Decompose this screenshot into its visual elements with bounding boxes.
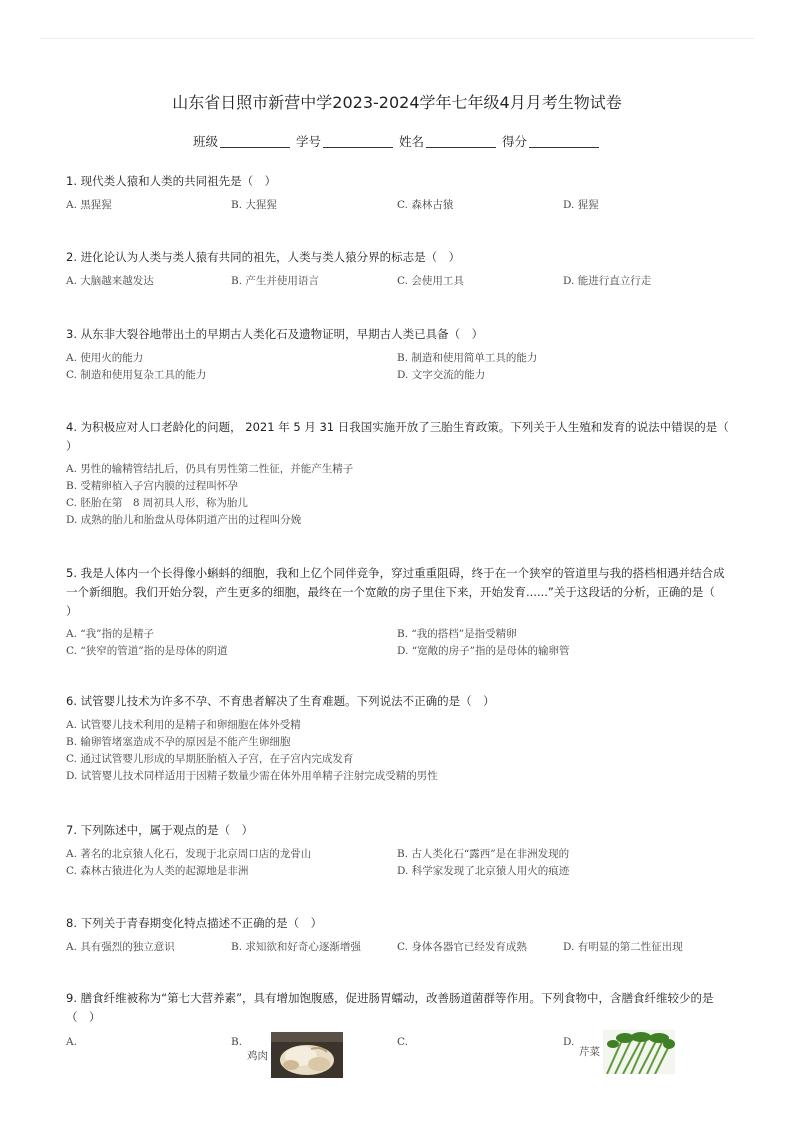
option-letter: D. <box>563 1036 575 1048</box>
option-d[interactable]: D. 有明显的第二性征出现 <box>563 941 683 953</box>
option-c[interactable]: C. 胚胎在第 8 周初具人形，称为胎儿 <box>66 497 248 509</box>
options <box>66 717 736 787</box>
question-1 <box>66 172 736 215</box>
top-divider <box>40 38 754 39</box>
option-c[interactable]: C. 森林古猿进化为人类的起源地是非洲 <box>66 865 249 877</box>
option-a[interactable]: A. 使用火的能力 <box>66 352 144 364</box>
options <box>66 461 736 531</box>
option-b[interactable]: B. 输卵管堵塞造成不孕的原因是不能产生卵细胞 <box>66 736 291 748</box>
options <box>66 350 736 386</box>
question-4 <box>66 418 736 531</box>
question-7 <box>66 821 736 882</box>
option-b[interactable]: B. “我的搭档”是指受精卵 <box>397 628 517 640</box>
question-stem: 6. 试管婴儿技术为许多不孕、不育患者解决了生育难题。下列说法不正确的是（ ） <box>66 694 495 708</box>
option-d[interactable]: D. “宽敞的房子”指的是母体的输卵管 <box>397 645 570 657</box>
id-label: 学号 <box>295 134 321 149</box>
question-9 <box>66 989 736 1078</box>
question-stem-line-3: ） <box>66 604 78 618</box>
option-b[interactable]: B. 产生并使用语言 <box>231 275 319 287</box>
page-title: 山东省日照市新营中学2023-2024学年七年级4月月考生物试卷 <box>172 93 622 112</box>
question-stem-line-1: 9. 膳食纤维被称为“第七大营养素”，具有增加饱腹感，促进肠胃蠕动，改善肠道菌群等作用。下列食物中，含膳食纤维较少的是 <box>66 991 714 1005</box>
option-a[interactable]: A. 男性的输精管结扎后，仍具有男性第二性征，并能产生精子 <box>66 463 354 475</box>
option-c[interactable]: C. “狭窄的管道”指的是母体的阴道 <box>66 645 228 657</box>
option-a[interactable]: A. 大脑越来越发达 <box>66 275 154 287</box>
score-blank[interactable] <box>529 135 599 148</box>
option-c[interactable]: C. 森林古猿 <box>397 199 454 211</box>
option-c[interactable]: C. 通过试管婴儿形成的早期胚胎植入子宫，在子宫内完成发育 <box>66 753 354 765</box>
question-stem-line-1: 4. 为积极应对人口老龄化的问题， 2021 年 5 月 31 日我国实施开放了三胎生育政策。下列关于人生殖和发育的说法中错误的是（ <box>66 420 729 434</box>
id-blank[interactable] <box>323 135 393 148</box>
option-b[interactable]: B. 大猩猩 <box>231 199 277 211</box>
question-stem-line-1: 5. 我是人体内一个长得像小蝌蚪的细胞，我和上亿个同伴竞争，穿过重重阻碍，终于在一个狭窄的管道里与我的搭档相遇并结合成 <box>66 566 725 580</box>
question-8 <box>66 914 736 957</box>
options <box>66 273 736 291</box>
chicken-image <box>271 1032 343 1078</box>
question-stem: 3. 从东非大裂谷地带出土的早期古人类化石及遗物证明，早期古人类已具备（ ） <box>66 327 484 341</box>
option-c[interactable]: C. 会使用工具 <box>397 275 464 287</box>
option-a[interactable]: A. 试管婴儿技术利用的是精子和卵细胞在体外受精 <box>66 719 301 731</box>
option-d[interactable]: D. 能进行直立行走 <box>563 275 652 287</box>
question-stem-line-2: （ ） <box>66 1010 101 1024</box>
option-a[interactable]: A. 著名的北京猿人化石，发现于北京周口店的龙骨山 <box>66 848 312 860</box>
option-d[interactable]: D. 猩猩 <box>563 199 599 211</box>
options <box>66 197 736 215</box>
option-d[interactable]: D. 试管婴儿技术同样适用于因精子数量少需在体外用单精子注射完成受精的男性 <box>66 770 438 782</box>
question-stem: 1. 现代类人猿和人类的共同祖先是（ ） <box>66 174 277 188</box>
option-d[interactable]: D. 文字交流的能力 <box>397 369 486 381</box>
option-letter: B. <box>231 1036 243 1048</box>
option-d[interactable]: D. 成熟的胎儿和胎盘从母体阴道产出的过程叫分娩 <box>66 514 302 526</box>
question-stem: 7. 下列陈述中，属于观点的是（ ） <box>66 823 254 837</box>
class-blank[interactable] <box>220 135 290 148</box>
name-blank[interactable] <box>426 135 496 148</box>
question-stem-line-2: ） <box>66 439 78 453</box>
score-label: 得分 <box>501 134 527 149</box>
option-letter: A. <box>66 1036 77 1048</box>
options <box>66 626 736 662</box>
option-d[interactable]: D. 科学家发现了北京猿人用火的痕迹 <box>397 865 570 877</box>
question-stem-line-2: 一个新细胞。我们开始分裂，产生更多的细胞，最终在一个宽敞的房子里住下来，开始发育......”关于这段话的分析，正确的是（ <box>66 585 715 599</box>
celery-image <box>603 1030 675 1074</box>
question-2 <box>66 248 736 291</box>
question-5 <box>66 564 736 662</box>
name-label: 姓名 <box>398 134 424 149</box>
option-b[interactable]: B. 制造和使用简单工具的能力 <box>397 352 538 364</box>
option-c[interactable]: C. 制造和使用复杂工具的能力 <box>66 369 207 381</box>
option-image-label: 芹菜 <box>579 1046 600 1058</box>
question-3 <box>66 325 736 386</box>
options <box>66 846 736 882</box>
option-a[interactable]: A. 黑猩猩 <box>66 199 112 211</box>
option-b[interactable]: B. 古人类化石“露西”是在非洲发现的 <box>397 848 570 860</box>
option-image-label: 鸡肉 <box>247 1050 268 1062</box>
options <box>66 1032 736 1078</box>
option-a[interactable]: A. “我”指的是精子 <box>66 628 154 640</box>
question-stem: 2. 进化论认为人类与类人猿有共同的祖先，人类与类人猿分界的标志是（ ） <box>66 250 461 264</box>
option-b[interactable]: B. 受精卵植入子宫内膜的过程叫怀孕 <box>66 480 238 492</box>
option-c[interactable]: C. 身体各器官已经发育成熟 <box>397 941 527 953</box>
option-a[interactable]: A. 具有强烈的独立意识 <box>66 941 175 953</box>
class-label: 班级 <box>192 134 218 149</box>
question-6 <box>66 692 736 787</box>
question-stem: 8. 下列关于青春期变化特点描述不正确的是（ ） <box>66 916 323 930</box>
student-info-row <box>0 132 794 150</box>
option-b[interactable]: B. 求知欲和好奇心逐渐增强 <box>231 941 361 953</box>
options <box>66 939 736 957</box>
option-letter: C. <box>397 1036 408 1048</box>
